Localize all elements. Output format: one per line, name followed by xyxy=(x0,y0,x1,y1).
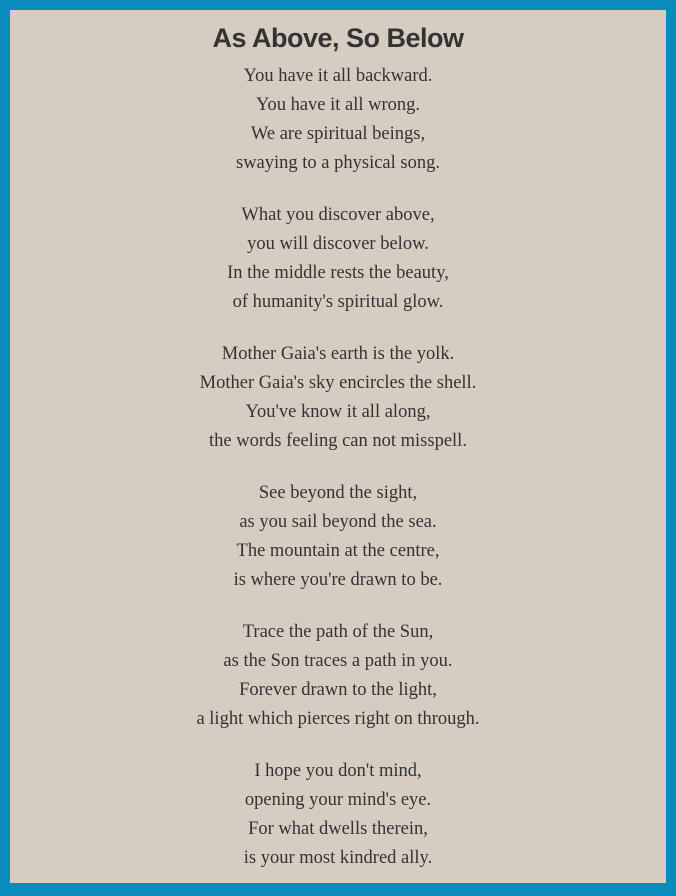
poem-line: is where you're drawn to be. xyxy=(233,570,443,590)
poem-line: For what dwells therein, xyxy=(248,819,428,839)
stanza-5 xyxy=(10,618,666,734)
poem-body xyxy=(10,62,666,896)
poem-line: as you sail beyond the sea. xyxy=(239,512,437,532)
poem-line: Forever drawn to the light, xyxy=(239,680,437,700)
poem-line: the words feeling can not misspell. xyxy=(209,431,467,451)
poem-line: What you discover above, xyxy=(241,205,435,225)
poem-line: We are spiritual beings, xyxy=(250,124,426,144)
stanza-4 xyxy=(10,479,666,595)
poem-line: opening your mind's eye. xyxy=(244,790,432,810)
stanza-6 xyxy=(10,757,666,873)
poem-line: Mother Gaia's earth is the yolk. xyxy=(221,344,455,364)
poem-title: As Above, So Below xyxy=(212,23,464,53)
poem-line: You have it all wrong. xyxy=(255,95,421,115)
poem-line: See beyond the sight, xyxy=(258,483,418,503)
stanza-1 xyxy=(10,62,666,178)
poem-line: as the Son traces a path in you. xyxy=(223,651,453,671)
poem-line: of humanity's spiritual glow. xyxy=(232,292,444,312)
stanza-2 xyxy=(10,201,666,317)
poem-line: swaying to a physical song. xyxy=(236,153,440,173)
poem-line: You have it all backward. xyxy=(243,66,433,86)
poem-line: You've know it all along, xyxy=(245,402,431,422)
poem-line: is your most kindred ally. xyxy=(243,848,433,868)
poem-line: Mother Gaia's sky encircles the shell. xyxy=(199,373,477,393)
poem-line: Trace the path of the Sun, xyxy=(242,622,434,642)
poem-line: a light which pierces right on through. xyxy=(196,709,480,729)
poem-line: I hope you don't mind, xyxy=(254,761,422,781)
poem-line: The mountain at the centre, xyxy=(236,541,440,561)
poem-line: In the middle rests the beauty, xyxy=(227,263,449,283)
poem-line: you will discover below. xyxy=(247,234,429,254)
stanza-3 xyxy=(10,340,666,456)
